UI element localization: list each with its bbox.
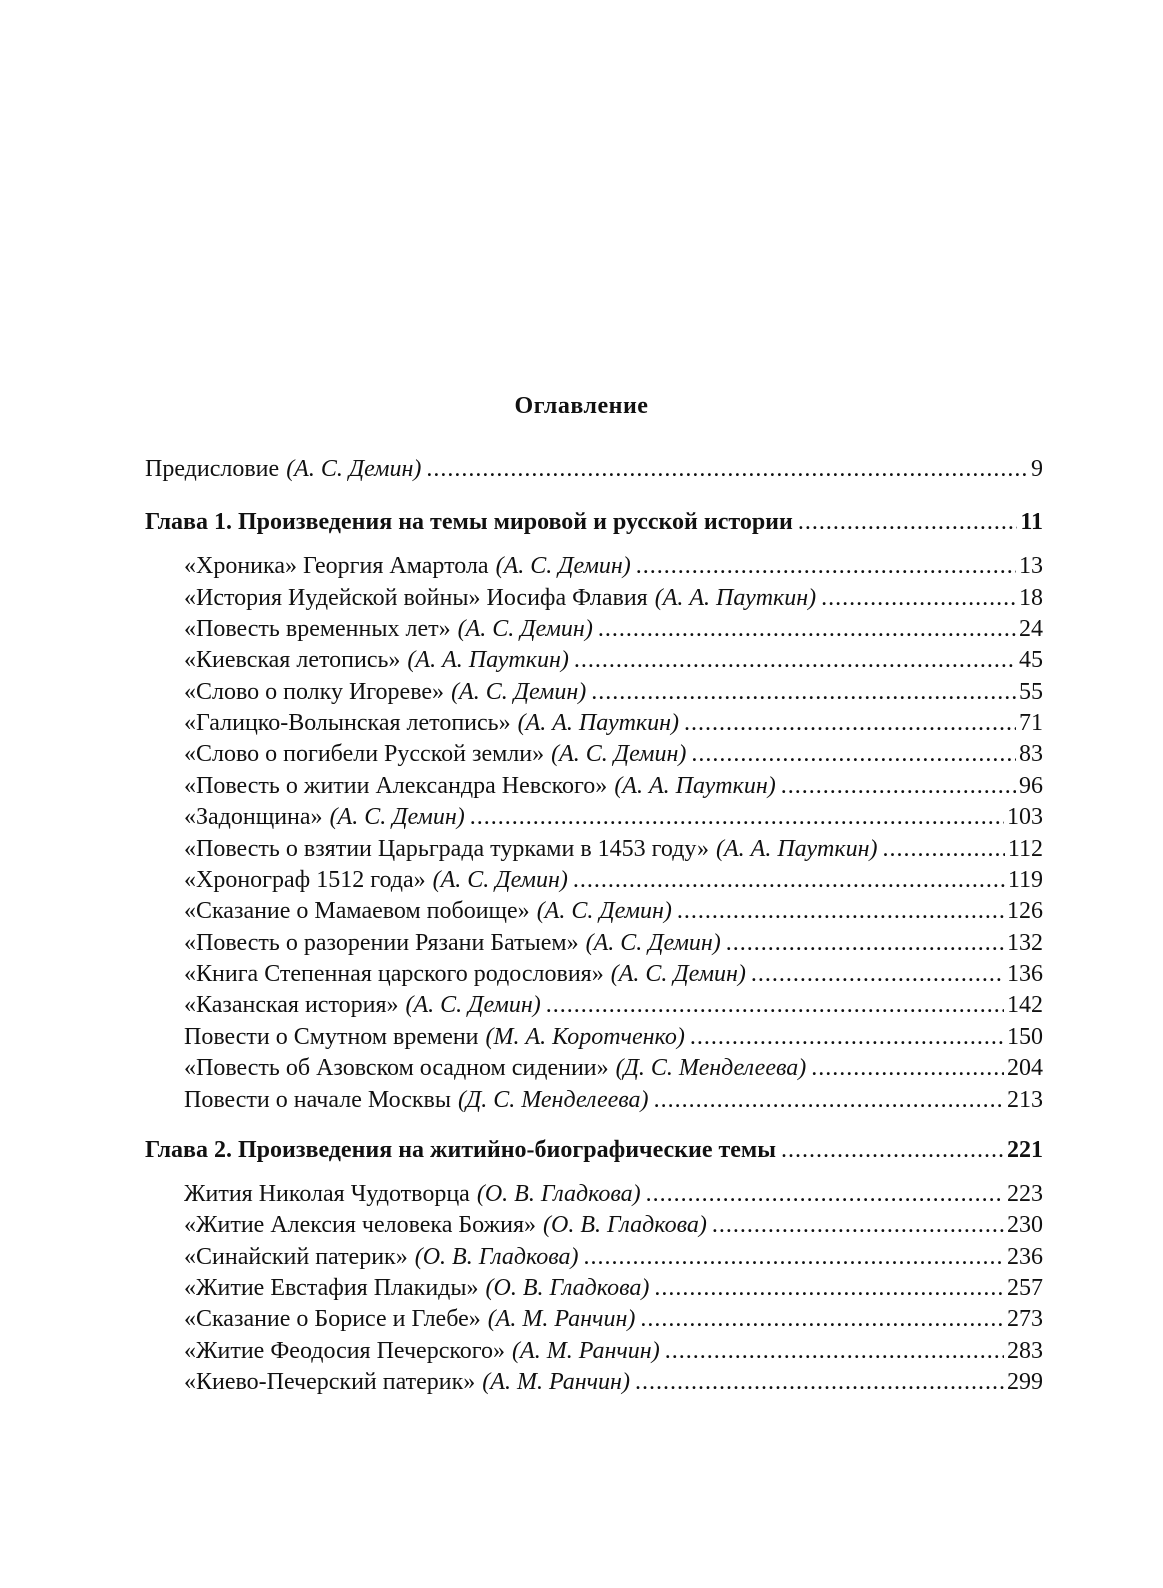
toc-entry-title: «Слово о погибели Русской земли» (184, 741, 545, 767)
toc-entry-title: «Сказание о Мамаевом побоище» (184, 898, 530, 924)
toc-page-number: 204 (1007, 1055, 1043, 1081)
toc-entry-author: (А. С. Демин) (286, 456, 422, 482)
toc-page-number: 257 (1007, 1275, 1043, 1301)
toc-entry[interactable] (184, 1212, 1043, 1244)
toc-entry-title: «Хроника» Георгия Амартола (184, 553, 489, 579)
toc-entry-author: (О. В. Гладкова) (476, 1181, 641, 1207)
toc-entry-title: «Киево-Печерский патерик» (184, 1369, 476, 1395)
toc-entry-author: (А. А. Пауткин) (407, 647, 569, 673)
toc-entry-author: (А. М. Ранчин) (487, 1306, 636, 1332)
toc-chapter-1[interactable] (145, 509, 1043, 541)
toc-entry[interactable] (184, 836, 1043, 868)
toc-page-number: 136 (1007, 961, 1043, 987)
dot-leader (665, 1338, 1004, 1365)
toc-chapter-2[interactable] (145, 1137, 1043, 1169)
toc-entry-title: «Повесть временных лет» (184, 616, 451, 642)
dot-leader (726, 930, 1004, 957)
toc-entry-author: (А. С. Демин) (329, 804, 465, 830)
toc-page-number: 13 (1019, 553, 1043, 579)
toc-entry-author: (О. В. Гладкова) (485, 1275, 650, 1301)
dot-leader (684, 710, 1016, 737)
toc-page-number: 283 (1007, 1338, 1043, 1364)
toc-entry[interactable] (184, 992, 1043, 1024)
toc-entry-title: «Повесть о житии Александра Невского» (184, 773, 608, 799)
dot-leader (591, 679, 1016, 706)
toc-entry[interactable] (184, 679, 1043, 711)
toc-entry[interactable] (184, 1275, 1043, 1307)
toc-entry-title: «Повесть о взятии Царьграда турками в 1453 году» (184, 836, 710, 862)
toc-entry[interactable] (184, 961, 1043, 993)
toc-page-number: 112 (1007, 836, 1043, 862)
dot-leader (573, 867, 1005, 894)
dot-leader (654, 1087, 1004, 1114)
toc-entry-author: (А. С. Демин) (585, 930, 721, 956)
toc-entry-author: (А. С. Демин) (610, 961, 746, 987)
toc-entry[interactable] (184, 1055, 1043, 1087)
toc-entry-title: «Житие Феодосия Печерского» (184, 1338, 506, 1364)
toc-entry-author: (А. С. Демин) (551, 741, 687, 767)
toc-entry[interactable] (184, 616, 1043, 648)
toc-entry[interactable] (184, 1181, 1043, 1213)
toc-page-number: 83 (1019, 741, 1043, 767)
toc-entry[interactable] (184, 741, 1043, 773)
toc-entry-author: (Д. С. Менделеева) (615, 1055, 807, 1081)
toc-entry[interactable] (184, 647, 1043, 679)
toc-entry-preface[interactable] (145, 456, 1043, 488)
toc-entry-title: «Синайский патерик» (184, 1244, 408, 1270)
toc-entry[interactable] (184, 1024, 1043, 1056)
dot-leader (811, 1055, 1004, 1082)
toc-entry[interactable] (184, 1306, 1043, 1338)
toc-entry-title: «История Иудейской войны» Иосифа Флавия (184, 585, 648, 611)
dot-leader (712, 1212, 1004, 1239)
dot-leader (691, 741, 1016, 768)
toc-page-number: 132 (1007, 930, 1043, 956)
toc-page-number: 126 (1007, 898, 1043, 924)
dot-leader (781, 773, 1016, 800)
toc-entry-title: Повести о Смутном времени (184, 1024, 479, 1050)
toc-entry-title: Жития Николая Чудотворца (184, 1181, 470, 1207)
dot-leader (426, 456, 1028, 483)
dot-leader (654, 1275, 1004, 1302)
toc-entry[interactable] (184, 553, 1043, 585)
dot-leader (821, 585, 1016, 612)
toc-entry-title: «Житие Евстафия Плакиды» (184, 1275, 479, 1301)
chapter-title: Глава 2. Произведения на житийно-биографические темы (145, 1137, 777, 1163)
toc-entry-author: (А. А. Пауткин) (517, 710, 680, 736)
toc-entry-author: (А. С. Демин) (432, 867, 568, 893)
toc-page-number: 55 (1019, 679, 1043, 705)
toc-entry[interactable] (184, 930, 1043, 962)
toc-entry-title: «Казанская история» (184, 992, 399, 1018)
toc-page-number: 221 (1007, 1137, 1043, 1163)
dot-leader (584, 1244, 1004, 1271)
toc-entry-title: «Книга Степенная царского родословия» (184, 961, 604, 987)
toc-page-number: 71 (1019, 710, 1043, 736)
toc-entry-author: (А. М. Ранчин) (512, 1338, 660, 1364)
toc-page-number: 230 (1007, 1212, 1043, 1238)
toc-entry-author: (А. А. Пауткин) (654, 585, 817, 611)
dot-leader (781, 1137, 1004, 1164)
toc-entry[interactable] (184, 585, 1043, 617)
toc-entry-title: «Галицко-Волынская летопись» (184, 710, 511, 736)
toc-entry[interactable] (184, 898, 1043, 930)
dot-leader (636, 553, 1016, 580)
toc-page-number: 103 (1007, 804, 1043, 830)
dot-leader (546, 992, 1004, 1019)
toc-page-number: 223 (1007, 1181, 1043, 1207)
toc-page-number: 150 (1007, 1024, 1043, 1050)
toc-entry-title: «Житие Алексия человека Божия» (184, 1212, 537, 1238)
toc-page-number: 24 (1019, 616, 1043, 642)
toc-entry-author: (А. А. Пауткин) (614, 773, 776, 799)
dot-leader (751, 961, 1004, 988)
toc-entry[interactable] (184, 1244, 1043, 1276)
dot-leader (598, 616, 1016, 643)
toc-entry-title: «Хронограф 1512 года» (184, 867, 426, 893)
dot-leader (470, 804, 1004, 831)
dot-leader (677, 898, 1004, 925)
toc-entry[interactable] (184, 1338, 1043, 1370)
dot-leader (690, 1024, 1004, 1051)
toc-entry-author: (А. С. Демин) (536, 898, 672, 924)
toc-page-number: 9 (1031, 456, 1043, 482)
toc-entry-author: (А. С. Демин) (457, 616, 593, 642)
toc-entry-title: Повести о начале Москвы (184, 1087, 451, 1113)
toc-entry-author: (А. С. Демин) (405, 992, 541, 1018)
toc-page-number: 213 (1007, 1087, 1043, 1113)
toc-entry-title: «Повесть о разорении Рязани Батыем» (184, 930, 579, 956)
toc-entry[interactable] (184, 804, 1043, 836)
toc-entry-author: (М. А. Коротченко) (485, 1024, 685, 1050)
dot-leader (646, 1181, 1004, 1208)
dot-leader (640, 1306, 1004, 1333)
toc-entry-author: (А. С. Демин) (495, 553, 631, 579)
toc-entry[interactable] (184, 867, 1043, 899)
toc-entry-author: (О. В. Гладкова) (414, 1244, 579, 1270)
chapter-title: Глава 1. Произведения на темы мировой и русской истории (145, 509, 793, 535)
toc-entry-title: «Киевская летопись» (184, 647, 401, 673)
toc-entry-author: (А. С. Демин) (451, 679, 587, 705)
toc-page-number: 18 (1019, 585, 1043, 611)
toc-entry-title: Предисловие (145, 456, 280, 482)
toc-entry-author: (А. М. Ранчин) (482, 1369, 630, 1395)
toc-page-number: 119 (1007, 867, 1043, 893)
page-title: Оглавление (514, 393, 649, 419)
toc-entry-author: (О. В. Гладкова) (543, 1212, 707, 1238)
toc-entry[interactable] (184, 1087, 1043, 1119)
toc-entry-title: «Слово о полку Игореве» (184, 679, 445, 705)
toc-entry-title: «Повесть об Азовском осадном сидении» (184, 1055, 609, 1081)
toc-entry[interactable] (184, 773, 1043, 805)
toc-page-number: 11 (1020, 509, 1043, 535)
dot-leader (882, 836, 1004, 863)
toc-entry-author: (Д. С. Менделеева) (457, 1087, 649, 1113)
toc-page-number: 236 (1007, 1244, 1043, 1270)
dot-leader (635, 1369, 1004, 1396)
toc-entry-author: (А. А. Пауткин) (716, 836, 878, 862)
toc-entry-title: «Сказание о Борисе и Глебе» (184, 1306, 481, 1332)
dot-leader (798, 509, 1017, 536)
toc-entry-title: «Задонщина» (184, 804, 323, 830)
toc-page-number: 142 (1007, 992, 1043, 1018)
toc-page-number: 273 (1007, 1306, 1043, 1332)
toc-page-number: 45 (1019, 647, 1043, 673)
toc-page-number: 299 (1007, 1369, 1043, 1395)
toc-entry[interactable] (184, 710, 1043, 742)
toc-page-number: 96 (1019, 773, 1043, 799)
dot-leader (574, 647, 1016, 674)
toc-entry[interactable] (184, 1369, 1043, 1401)
